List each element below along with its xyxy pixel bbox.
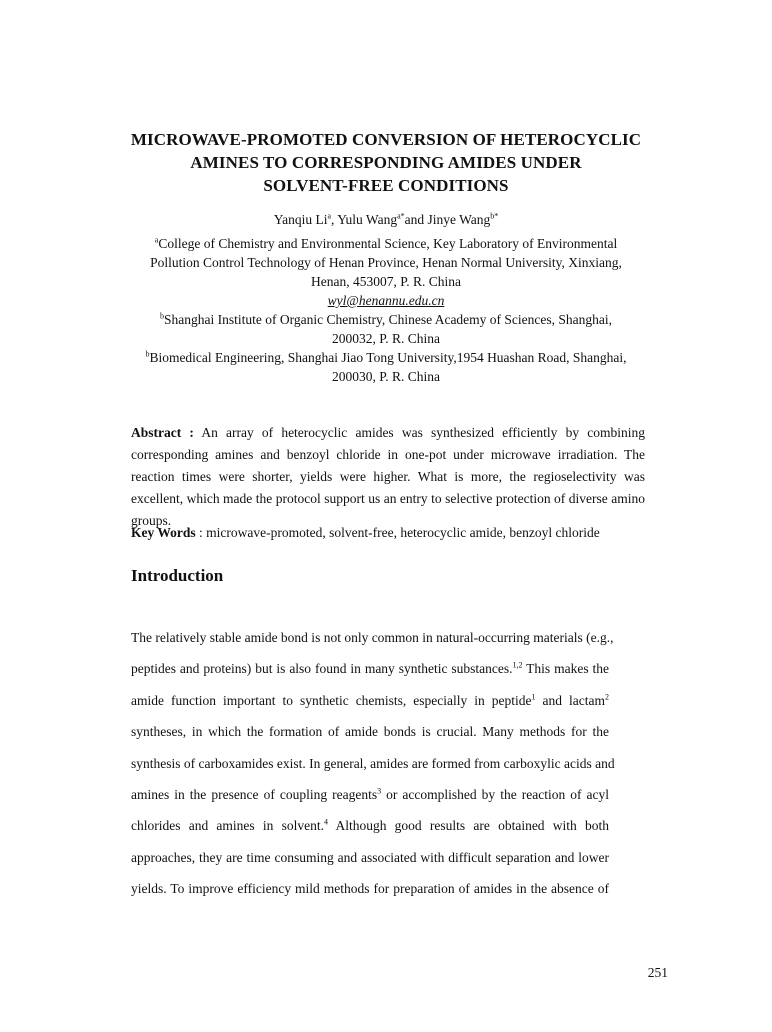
author-list bbox=[100, 210, 672, 230]
affiliation-mark: a bbox=[154, 235, 159, 245]
paragraph-line bbox=[131, 685, 609, 716]
affiliation-b1-line: 200032, P. R. China bbox=[331, 331, 440, 346]
line-text: This makes the bbox=[522, 661, 609, 677]
line-text: or accomplished by the reaction of acyl bbox=[381, 787, 609, 803]
affiliation-text: Shanghai Institute of Organic Chemistry, Chinese Academy of Sciences, Shanghai, bbox=[163, 312, 613, 327]
abstract-paragraph bbox=[131, 422, 645, 532]
citation-mark: 4 bbox=[323, 817, 328, 827]
paper-title bbox=[100, 128, 672, 197]
paragraph-line: yields. To improve efficiency mild methods for preparation of amides in the absence of bbox=[131, 881, 609, 897]
paragraph-line bbox=[131, 779, 609, 810]
paragraph-line bbox=[131, 810, 609, 841]
author-affiliation-mark: a* bbox=[397, 211, 405, 221]
citation-mark: 1,2 bbox=[512, 660, 523, 670]
affiliation-text: College of Chemistry and Environmental Science, Key Laboratory of Environmental bbox=[158, 236, 618, 251]
introduction-paragraph bbox=[131, 622, 615, 905]
title-line-2: AMINES TO CORRESPONDING AMIDES UNDER bbox=[190, 153, 582, 172]
affiliation-a-line bbox=[100, 234, 672, 253]
affiliation-b1-line bbox=[100, 310, 672, 329]
affiliation-text: Biomedical Engineering, Shanghai Jiao Tong University,1954 Huashan Road, Shanghai, bbox=[149, 350, 627, 365]
paragraph-line: The relatively stable amide bond is not only common in natural-occurring materials (e.g., bbox=[131, 630, 614, 645]
line-text: Although good results are obtained with both bbox=[327, 818, 610, 834]
title-line-3: SOLVENT-FREE CONDITIONS bbox=[263, 176, 509, 195]
author-affiliation-mark: b* bbox=[490, 211, 499, 221]
line-text: and lactam bbox=[535, 692, 605, 708]
line-text: amines in the presence of coupling reagents bbox=[131, 787, 378, 803]
author-name: Jinye Wang bbox=[427, 212, 491, 227]
citation-mark: 3 bbox=[377, 786, 382, 796]
paragraph-line bbox=[131, 653, 609, 684]
line-text: chlorides and amines in solvent. bbox=[131, 818, 324, 834]
affiliation-b2-line: 200030, P. R. China bbox=[331, 369, 440, 384]
paragraph-line: approaches, they are time consuming and associated with difficult separation and lower bbox=[131, 849, 609, 865]
title-line-1: MICROWAVE-PROMOTED CONVERSION OF HETEROCYCLIC bbox=[130, 130, 642, 149]
citation-mark: 2 bbox=[604, 692, 609, 702]
line-text: peptides and proteins) but is also found in many synthetic substances. bbox=[131, 661, 513, 677]
author-name: Yanqiu Li bbox=[273, 212, 328, 227]
affiliation-mark: b bbox=[145, 349, 150, 359]
affiliation-b2-line bbox=[100, 348, 672, 367]
line-text: amide function important to synthetic chemists, especially in peptide bbox=[131, 692, 532, 708]
author-affiliation-mark: a bbox=[327, 211, 332, 221]
email-link[interactable]: wyl@henannu.edu.cn bbox=[327, 293, 445, 308]
author-separator: and bbox=[404, 212, 428, 227]
affiliations bbox=[100, 234, 672, 386]
paragraph-line: syntheses, in which the formation of amide bonds is crucial. Many methods for the bbox=[131, 724, 609, 740]
abstract-text: An array of heterocyclic amides was synthesized efficiently by combining corresponding amines and benzoyl chloride in one-pot under microwave irradiation. The reaction times were shorter, yields were higher. What is more, the regioselectivity was excellent, which made the protocol support us an entry to selective protection of diverse amino groups. bbox=[131, 425, 645, 528]
author-separator: , bbox=[331, 212, 338, 227]
keywords-line bbox=[131, 523, 645, 543]
author-name: Yulu Wang bbox=[337, 212, 398, 227]
section-heading: Introduction bbox=[131, 566, 224, 585]
page-number: 251 bbox=[647, 965, 668, 980]
abstract-label: Abstract : bbox=[131, 425, 194, 440]
affiliation-a-line: Henan, 453007, P. R. China bbox=[311, 274, 461, 289]
email-line bbox=[100, 291, 672, 310]
citation-mark: 1 bbox=[531, 692, 536, 702]
keywords-label: Key Words bbox=[131, 525, 196, 540]
affiliation-mark: b bbox=[159, 311, 164, 321]
affiliation-a-line: Pollution Control Technology of Henan Province, Henan Normal University, Xinxiang, bbox=[150, 255, 622, 270]
paragraph-line: synthesis of carboxamides exist. In general, amides are formed from carboxylic acids and bbox=[131, 755, 615, 771]
keywords-text: : microwave-promoted, solvent-free, heterocyclic amide, benzoyl chloride bbox=[195, 525, 600, 540]
